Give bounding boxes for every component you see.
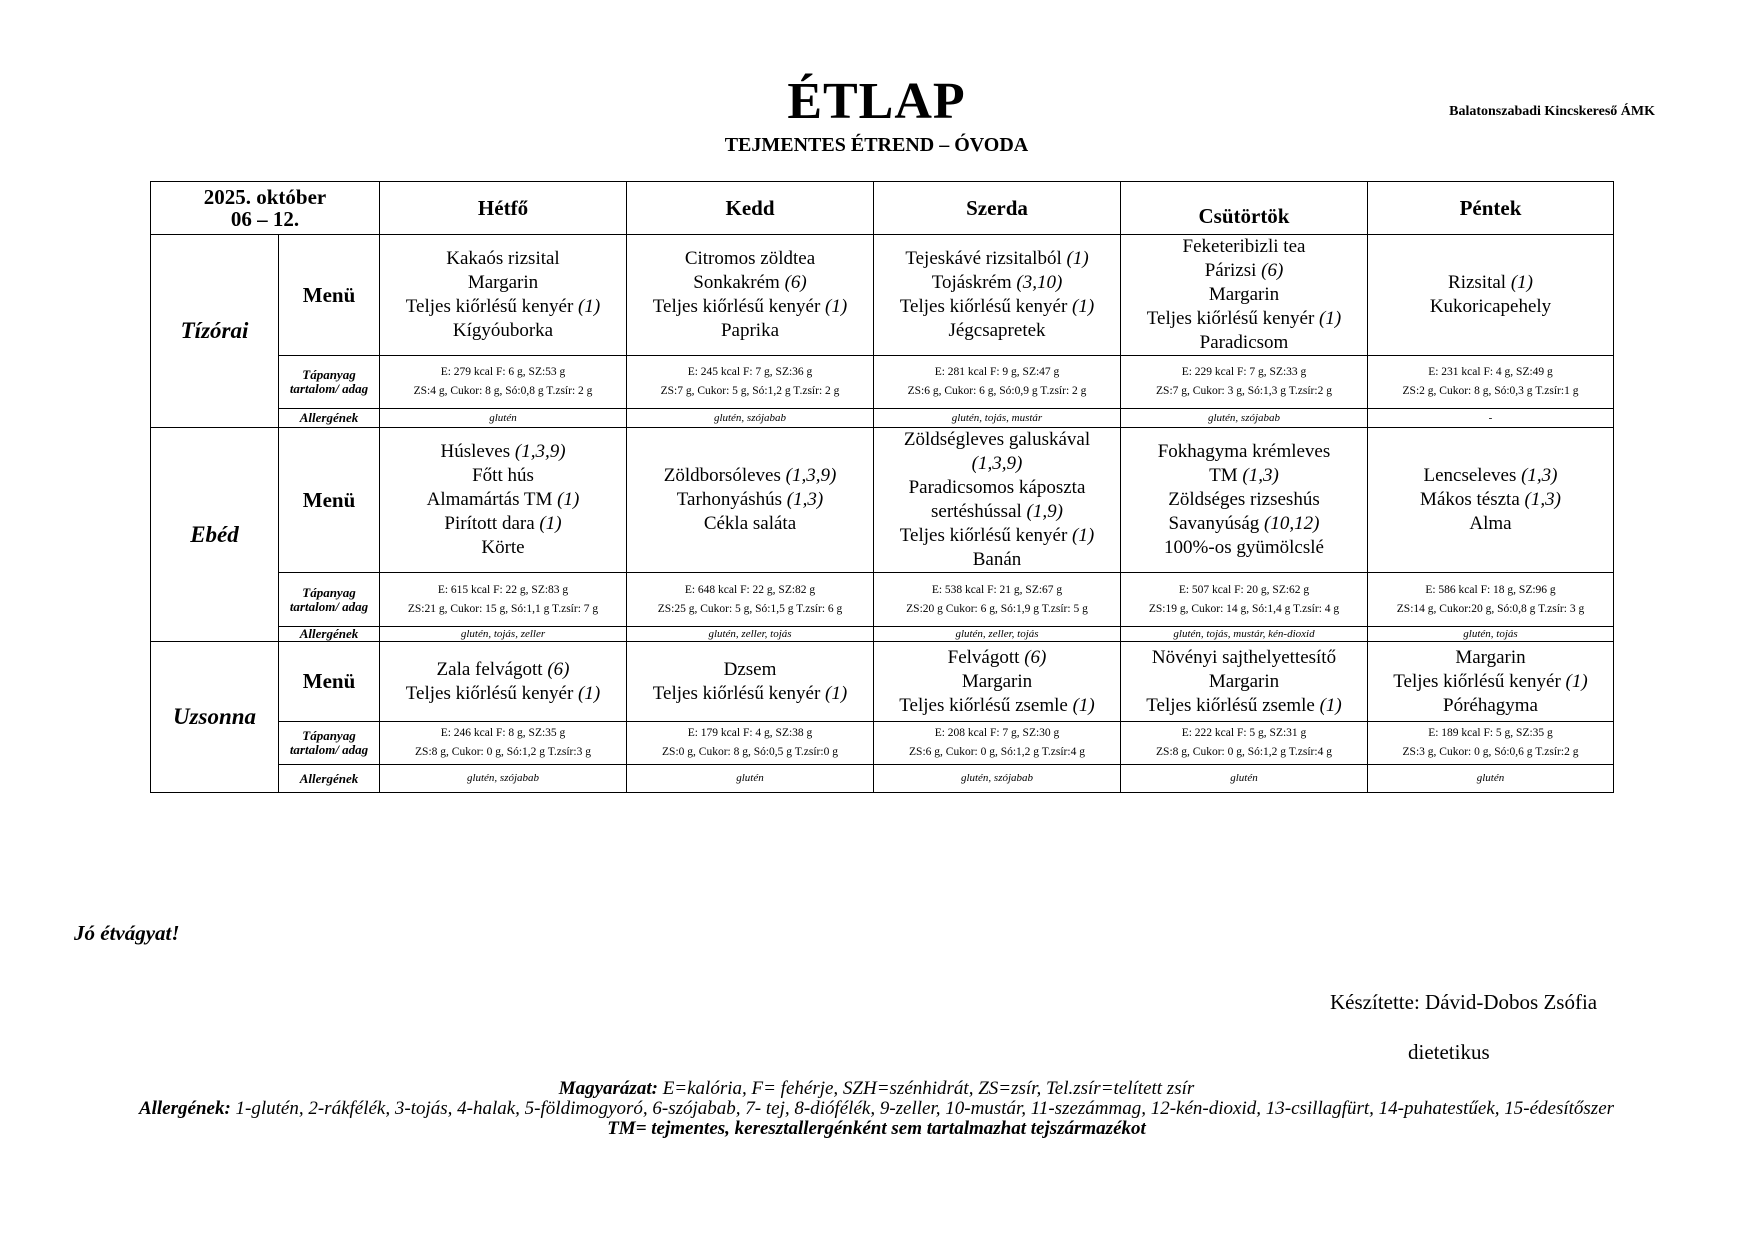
menu-item: [878, 500, 1116, 524]
menu-cell: [874, 235, 1121, 356]
menu-cell: [1121, 235, 1368, 356]
nutrition-line: ZS:8 g, Cukor: 0 g, Só:1,2 g T.zsír:4 g: [1156, 746, 1332, 758]
menu-item-name: Kígyóuborka: [452, 320, 554, 341]
menu-item-name: Kakaós rizsital: [446, 248, 560, 269]
allergen-codes: (1): [578, 682, 601, 704]
menu-item: [631, 464, 869, 488]
meal-nutrition-row: [151, 573, 1614, 627]
menu-item-name: sertéshússal: [931, 501, 1022, 522]
allergen-codes: (3,10): [1016, 272, 1063, 293]
menu-item: [384, 512, 622, 536]
menu-cell: [627, 642, 874, 722]
nutrition-cell: [1121, 722, 1368, 765]
menu-item-name: Fokhagyma krémleves: [1157, 441, 1331, 462]
menu-item: [384, 319, 622, 343]
allergens-cell: glutén, szójabab: [380, 765, 627, 793]
nutrition-line: ZS:4 g, Cukor: 8 g, Só:0,8 g T.zsír: 2 g: [413, 385, 593, 397]
allergen-codes: (1): [557, 489, 580, 510]
menu-item: [878, 452, 1116, 476]
allergens-cell: glutén, zeller, tojás: [627, 627, 874, 642]
menu-item-name: Tejeskávé rizsitalból: [905, 248, 1062, 269]
menu-item-name: Teljes kiőrlésű kenyér: [652, 296, 821, 317]
allergen-codes: (1): [1510, 272, 1533, 293]
table-header-row: [151, 182, 1614, 235]
nutrition-row-label: Tápanyag tartalom/ adag: [279, 722, 380, 765]
menu-item-name: Főtt hús: [472, 465, 534, 486]
menu-item: [1372, 488, 1609, 512]
nutrition-cell: [380, 722, 627, 765]
allergen-codes: (1,3): [1521, 465, 1558, 486]
author-role: dietetikus: [1408, 1040, 1490, 1064]
nutrition-cell: [1368, 356, 1614, 409]
menu-table: [150, 181, 1614, 793]
nutrition-line: ZS:20 g Cukor: 6 g, Só:1,9 g T.zsír: 5 g: [906, 602, 1088, 615]
menu-item: [631, 512, 869, 536]
nutrition-line: ZS:0 g, Cukor: 8 g, Só:0,5 g T.zsír:0 g: [662, 746, 838, 758]
allergen-codes: (6): [1261, 260, 1284, 281]
menu-item: [878, 319, 1116, 343]
menu-item-name: Alma: [1469, 513, 1512, 534]
menu-item-name: Teljes kiőrlésű kenyér: [899, 296, 1068, 317]
nutrition-line: ZS:7 g, Cukor: 3 g, Só:1,3 g T.zsír:2 g: [1156, 385, 1332, 397]
menu-item-name: Jégcsapretek: [948, 320, 1046, 341]
menu-item: [1372, 694, 1609, 718]
meal-nutrition-row: [151, 356, 1614, 409]
allergen-codes: (1): [825, 296, 848, 317]
menu-item: [1372, 295, 1609, 319]
menu-item: [1372, 512, 1609, 536]
nutrition-line: ZS:25 g, Cukor: 5 g, Só:1,5 g T.zsír: 6 g: [657, 602, 843, 615]
menu-item: [631, 295, 869, 319]
nutrition-line: E: 586 kcal F: 18 g, SZ:96 g: [1425, 583, 1556, 596]
allergens-cell: glutén: [380, 409, 627, 428]
nutrition-line: ZS:3 g, Cukor: 0 g, Só:0,6 g T.zsír:2 g: [1402, 746, 1579, 758]
allergens-cell: glutén, szójabab: [1121, 409, 1368, 428]
menu-item-name: Párizsi: [1204, 260, 1257, 281]
meal-name: Ebéd: [151, 428, 279, 642]
menu-cell: [1121, 642, 1368, 722]
menu-item: [631, 319, 869, 343]
nutrition-cell: [874, 573, 1121, 627]
allergen-codes: (6): [1024, 646, 1047, 668]
allergens-cell: glutén, tojás, zeller: [380, 627, 627, 642]
menu-item: [1372, 646, 1609, 670]
menu-item-name: Paradicsomos káposzta: [908, 477, 1086, 498]
menu-cell: [874, 642, 1121, 722]
menu-item-name: Mákos tészta: [1420, 489, 1520, 510]
nutrition-cell: [627, 356, 874, 409]
menu-item: [631, 247, 869, 271]
menu-item-name: Teljes kiőrlésű kenyér: [652, 682, 821, 704]
menu-item: [1125, 283, 1363, 307]
menu-item: [878, 295, 1116, 319]
legend-nutrition: [100, 1079, 1653, 1099]
nutrition-line: E: 648 kcal F: 22 g, SZ:82 g: [684, 583, 816, 596]
menu-item-name: Margarin: [1208, 284, 1280, 305]
menu-item-name: Zöldborsóleves: [663, 465, 781, 486]
nutrition-line: E: 179 kcal F: 4 g, SZ:38 g: [687, 727, 813, 739]
menu-item-name: Dzsem: [723, 658, 777, 680]
menu-item: [1125, 536, 1363, 560]
menu-item-name: Teljes kiőrlésű kenyér: [405, 682, 574, 704]
nutrition-line: ZS:21 g, Cukor: 15 g, Só:1,1 g T.zsír: 7 g: [407, 602, 599, 615]
menu-item: [878, 247, 1116, 271]
menu-item-name: Tojáskrém: [931, 272, 1012, 293]
nutrition-cell: [627, 573, 874, 627]
menu-item-name: Teljes kiőrlésű zsemle: [899, 694, 1068, 716]
menu-item-name: Kukoricapehely: [1429, 296, 1552, 317]
allergen-codes: (10,12): [1264, 513, 1320, 534]
menu-item: [878, 271, 1116, 295]
meal-menu-row: [151, 642, 1614, 722]
date-range-cell: [151, 182, 380, 235]
nutrition-cell: [380, 573, 627, 627]
allergens-cell: glutén: [627, 765, 874, 793]
menu-item: [384, 658, 622, 682]
menu-row-label: Menü: [279, 235, 380, 356]
menu-item: [384, 464, 622, 488]
menu-cell: [1368, 428, 1614, 573]
allergens-row-label: Allergének: [279, 765, 380, 793]
allergen-codes: (1,3,9): [514, 441, 566, 462]
menu-item-name: TM: [1209, 465, 1238, 486]
allergen-codes: (1): [1066, 248, 1089, 269]
bon-appetit-note: Jó étvágyat!: [74, 921, 180, 945]
allergens-row-label: Allergének: [279, 409, 380, 428]
allergen-codes: (1): [1072, 694, 1095, 716]
menu-item-name: Margarin: [1455, 646, 1526, 668]
allergens-cell: glutén, szójabab: [874, 765, 1121, 793]
nutrition-line: E: 246 kcal F: 8 g, SZ:35 g: [440, 727, 566, 739]
nutrition-line: E: 229 kcal F: 7 g, SZ:33 g: [1181, 366, 1307, 378]
menu-cell: [380, 642, 627, 722]
nutrition-cell: [1121, 356, 1368, 409]
meal-nutrition-row: [151, 722, 1614, 765]
allergens-cell: glutén, tojás: [1368, 627, 1614, 642]
menu-item: [878, 670, 1116, 694]
menu-item: [878, 524, 1116, 548]
menu-item-name: Zöldségleves galuskával: [903, 429, 1091, 450]
day-header-wednesday: Szerda: [874, 182, 1121, 235]
menu-item-name: Zöldséges rizseshús: [1168, 489, 1320, 510]
menu-item-name: Teljes kiőrlésű kenyér: [899, 525, 1068, 546]
allergens-cell: glutén, tojás, mustár, kén-dioxid: [1121, 627, 1368, 642]
menu-item-name: Teljes kiőrlésű zsemle: [1146, 694, 1315, 716]
meal-menu-row: [151, 235, 1614, 356]
menu-cell: [1368, 642, 1614, 722]
nutrition-line: E: 222 kcal F: 5 g, SZ:31 g: [1181, 727, 1307, 739]
menu-item-name: Paprika: [720, 320, 780, 341]
menu-item-name: Teljes kiőrlésű kenyér: [1146, 308, 1315, 329]
meal-allergens-row: [151, 765, 1614, 793]
nutrition-line: ZS:2 g, Cukor: 8 g, Só:0,3 g T.zsír:1 g: [1402, 385, 1579, 397]
menu-item: [1372, 464, 1609, 488]
nutrition-line: E: 231 kcal F: 4 g, SZ:49 g: [1428, 366, 1553, 378]
menu-cell: [1121, 428, 1368, 573]
menu-item-name: Felvágott: [947, 646, 1020, 668]
allergen-codes: (1): [1072, 296, 1095, 317]
menu-item: [1125, 464, 1363, 488]
meal-allergens-row: [151, 409, 1614, 428]
menu-item-name: Pirított dara: [444, 513, 535, 534]
menu-item: [878, 476, 1116, 500]
menu-row-label: Menü: [279, 642, 380, 722]
allergens-cell: glutén: [1121, 765, 1368, 793]
menu-item-name: Cékla saláta: [703, 513, 797, 534]
meal-name: Tízórai: [151, 235, 279, 428]
nutrition-row-label: Tápanyag tartalom/ adag: [279, 356, 380, 409]
menu-item-name: Savanyúság: [1168, 513, 1260, 534]
allergen-codes: (6): [784, 272, 807, 293]
menu-item-name: Margarin: [1208, 670, 1280, 692]
menu-item-name: Paradicsom: [1199, 332, 1289, 353]
menu-item-name: Tarhonyáshús: [676, 489, 783, 510]
allergen-codes: (1): [1072, 525, 1095, 546]
nutrition-line: E: 281 kcal F: 9 g, SZ:47 g: [934, 366, 1060, 378]
menu-item-name: Körte: [481, 537, 525, 558]
menu-item-name: Citromos zöldtea: [684, 248, 816, 269]
menu-item-name: Banán: [972, 549, 1022, 570]
date-month: 2025. október: [203, 185, 327, 209]
allergens-cell: glutén, zeller, tojás: [874, 627, 1121, 642]
menu-item: [1372, 271, 1609, 295]
allergen-codes: (1,3): [1524, 489, 1561, 510]
menu-item: [1125, 235, 1363, 259]
meal-menu-row: [151, 428, 1614, 573]
page-title: ÉTLAP: [787, 73, 966, 130]
menu-item-name: Feketeribizli tea: [1182, 236, 1306, 257]
allergens-cell: glutén, szójabab: [627, 409, 874, 428]
nutrition-cell: [874, 722, 1121, 765]
menu-item-name: Húsleves: [440, 441, 511, 462]
menu-item: [878, 548, 1116, 572]
menu-item: [1125, 670, 1363, 694]
menu-cell: [874, 428, 1121, 573]
menu-item: [384, 536, 622, 560]
nutrition-line: ZS:8 g, Cukor: 0 g, Só:1,2 g T.zsír:3 g: [415, 746, 591, 758]
allergens-cell: -: [1368, 409, 1614, 428]
menu-item: [1125, 440, 1363, 464]
menu-item: [1125, 646, 1363, 670]
menu-item: [1125, 331, 1363, 355]
nutrition-line: E: 189 kcal F: 5 g, SZ:35 g: [1428, 727, 1553, 739]
allergen-codes: (1): [1319, 694, 1342, 716]
menu-item: [878, 694, 1116, 718]
day-header-thursday: Csütörtök: [1121, 182, 1368, 235]
day-header-monday: Hétfő: [380, 182, 627, 235]
legend-allergens: [100, 1099, 1653, 1119]
allergens-cell: glutén, tojás, mustár: [874, 409, 1121, 428]
nutrition-line: ZS:14 g, Cukor:20 g, Só:0,8 g T.zsír: 3 g: [1396, 602, 1585, 615]
nutrition-line: E: 538 kcal F: 21 g, SZ:67 g: [931, 583, 1063, 596]
allergens-cell: glutén: [1368, 765, 1614, 793]
date-days: 06 – 12.: [230, 207, 300, 231]
nutrition-line: E: 245 kcal F: 7 g, SZ:36 g: [687, 366, 813, 378]
menu-item: [384, 488, 622, 512]
meal-name: Uzsonna: [151, 642, 279, 793]
menu-item-name: Póréhagyma: [1443, 694, 1538, 716]
allergen-codes: (1,3): [1242, 465, 1279, 486]
nutrition-line: ZS:6 g, Cukor: 0 g, Só:1,2 g T.zsír:4 g: [909, 746, 1085, 758]
menu-item: [384, 271, 622, 295]
menu-item: [1125, 694, 1363, 718]
menu-item: [878, 428, 1116, 452]
menu-item-name: Zala felvágott: [436, 658, 543, 680]
allergen-codes: (1): [1319, 308, 1342, 329]
menu-item-name: 100%-os gyümölcslé: [1164, 537, 1324, 558]
menu-item: [631, 658, 869, 682]
menu-item: [1125, 512, 1363, 536]
nutrition-cell: [1368, 722, 1614, 765]
menu-item-name: Teljes kiőrlésű kenyér: [405, 296, 574, 317]
allergen-codes: (1): [539, 513, 562, 534]
day-header-tuesday: Kedd: [627, 182, 874, 235]
allergens-text: 1-glutén, 2-rákfélék, 3-tojás, 4-halak, 5-földimogyoró, 6-szójabab, 7- tej, 8-diófélék, 9-zeller, 10-mustár, 11-szezámmag, 12-kén-dioxid, 13-csillagfürt, 14-puhatestűek, 15-édesítőszer: [230, 1098, 1615, 1119]
allergen-codes: (1,9): [1026, 501, 1063, 522]
menu-item: [631, 271, 869, 295]
menu-cell: [627, 428, 874, 573]
menu-item: [631, 488, 869, 512]
menu-item-name: Almamártás TM: [426, 489, 553, 510]
legend-text: E=kalória, F= fehérje, SZH=szénhidrát, ZS=zsír, Tel.zsír=telített zsír: [657, 1078, 1195, 1099]
nutrition-line: E: 279 kcal F: 6 g, SZ:53 g: [440, 366, 566, 378]
menu-cell: [380, 235, 627, 356]
nutrition-line: ZS:19 g, Cukor: 14 g, Só:1,4 g T.zsír: 4 g: [1148, 602, 1340, 615]
nutrition-row-label: Tápanyag tartalom/ adag: [279, 573, 380, 627]
nutrition-line: E: 208 kcal F: 7 g, SZ:30 g: [934, 727, 1060, 739]
menu-item: [631, 682, 869, 706]
menu-item: [1125, 259, 1363, 283]
menu-item-name: Margarin: [467, 272, 539, 293]
menu-item-name: Növényi sajthelyettesítő: [1151, 646, 1337, 668]
allergen-codes: (1,3,9): [971, 453, 1023, 474]
nutrition-line: E: 615 kcal F: 22 g, SZ:83 g: [437, 583, 569, 596]
nutrition-line: ZS:7 g, Cukor: 5 g, Só:1,2 g T.zsír: 2 g: [660, 385, 840, 397]
menu-item: [1372, 670, 1609, 694]
author-credit: Készítette: Dávid-Dobos Zsófia: [1330, 990, 1598, 1014]
menu-row-label: Menü: [279, 428, 380, 573]
nutrition-cell: [1121, 573, 1368, 627]
nutrition-line: E: 507 kcal F: 20 g, SZ:62 g: [1178, 583, 1310, 596]
nutrition-cell: [1368, 573, 1614, 627]
menu-item: [1125, 488, 1363, 512]
menu-item: [384, 295, 622, 319]
allergens-label: Allergének:: [138, 1098, 231, 1119]
menu-item: [384, 247, 622, 271]
allergen-codes: (6): [547, 658, 570, 680]
menu-item: [878, 646, 1116, 670]
allergen-codes: (1): [578, 296, 601, 317]
nutrition-cell: [627, 722, 874, 765]
nutrition-cell: [874, 356, 1121, 409]
institution-name: Balatonszabadi Kincskereső ÁMK: [1449, 104, 1655, 119]
menu-item-name: Lencseleves: [1423, 465, 1517, 486]
allergen-codes: (1,3,9): [785, 465, 837, 486]
menu-item-name: Sonkakrém: [693, 272, 780, 293]
day-header-friday: Péntek: [1368, 182, 1614, 235]
menu-cell: [1368, 235, 1614, 356]
page-subtitle: TEJMENTES ÉTREND – ÓVODA: [724, 134, 1029, 156]
legend-label: Magyarázat:: [558, 1078, 658, 1099]
allergen-codes: (1): [1565, 670, 1588, 692]
menu-item-name: Teljes kiőrlésű kenyér: [1393, 670, 1561, 692]
allergens-row-label: Allergének: [279, 627, 380, 642]
nutrition-cell: [380, 356, 627, 409]
legend-block: [100, 1079, 1653, 1139]
menu-item-name: Rizsital: [1448, 272, 1507, 293]
menu-item: [384, 682, 622, 706]
meal-allergens-row: [151, 627, 1614, 642]
allergen-codes: (1,3): [786, 489, 824, 510]
menu-item-name: Margarin: [961, 670, 1033, 692]
menu-item: [384, 440, 622, 464]
allergen-codes: (1): [825, 682, 848, 704]
nutrition-line: ZS:6 g, Cukor: 6 g, Só:0,9 g T.zsír: 2 g: [907, 385, 1087, 397]
menu-cell: [380, 428, 627, 573]
menu-cell: [627, 235, 874, 356]
menu-item: [1125, 307, 1363, 331]
tm-note: TM= tejmentes, keresztallergénként sem tartalmazhat tejszármazékot: [607, 1118, 1146, 1139]
